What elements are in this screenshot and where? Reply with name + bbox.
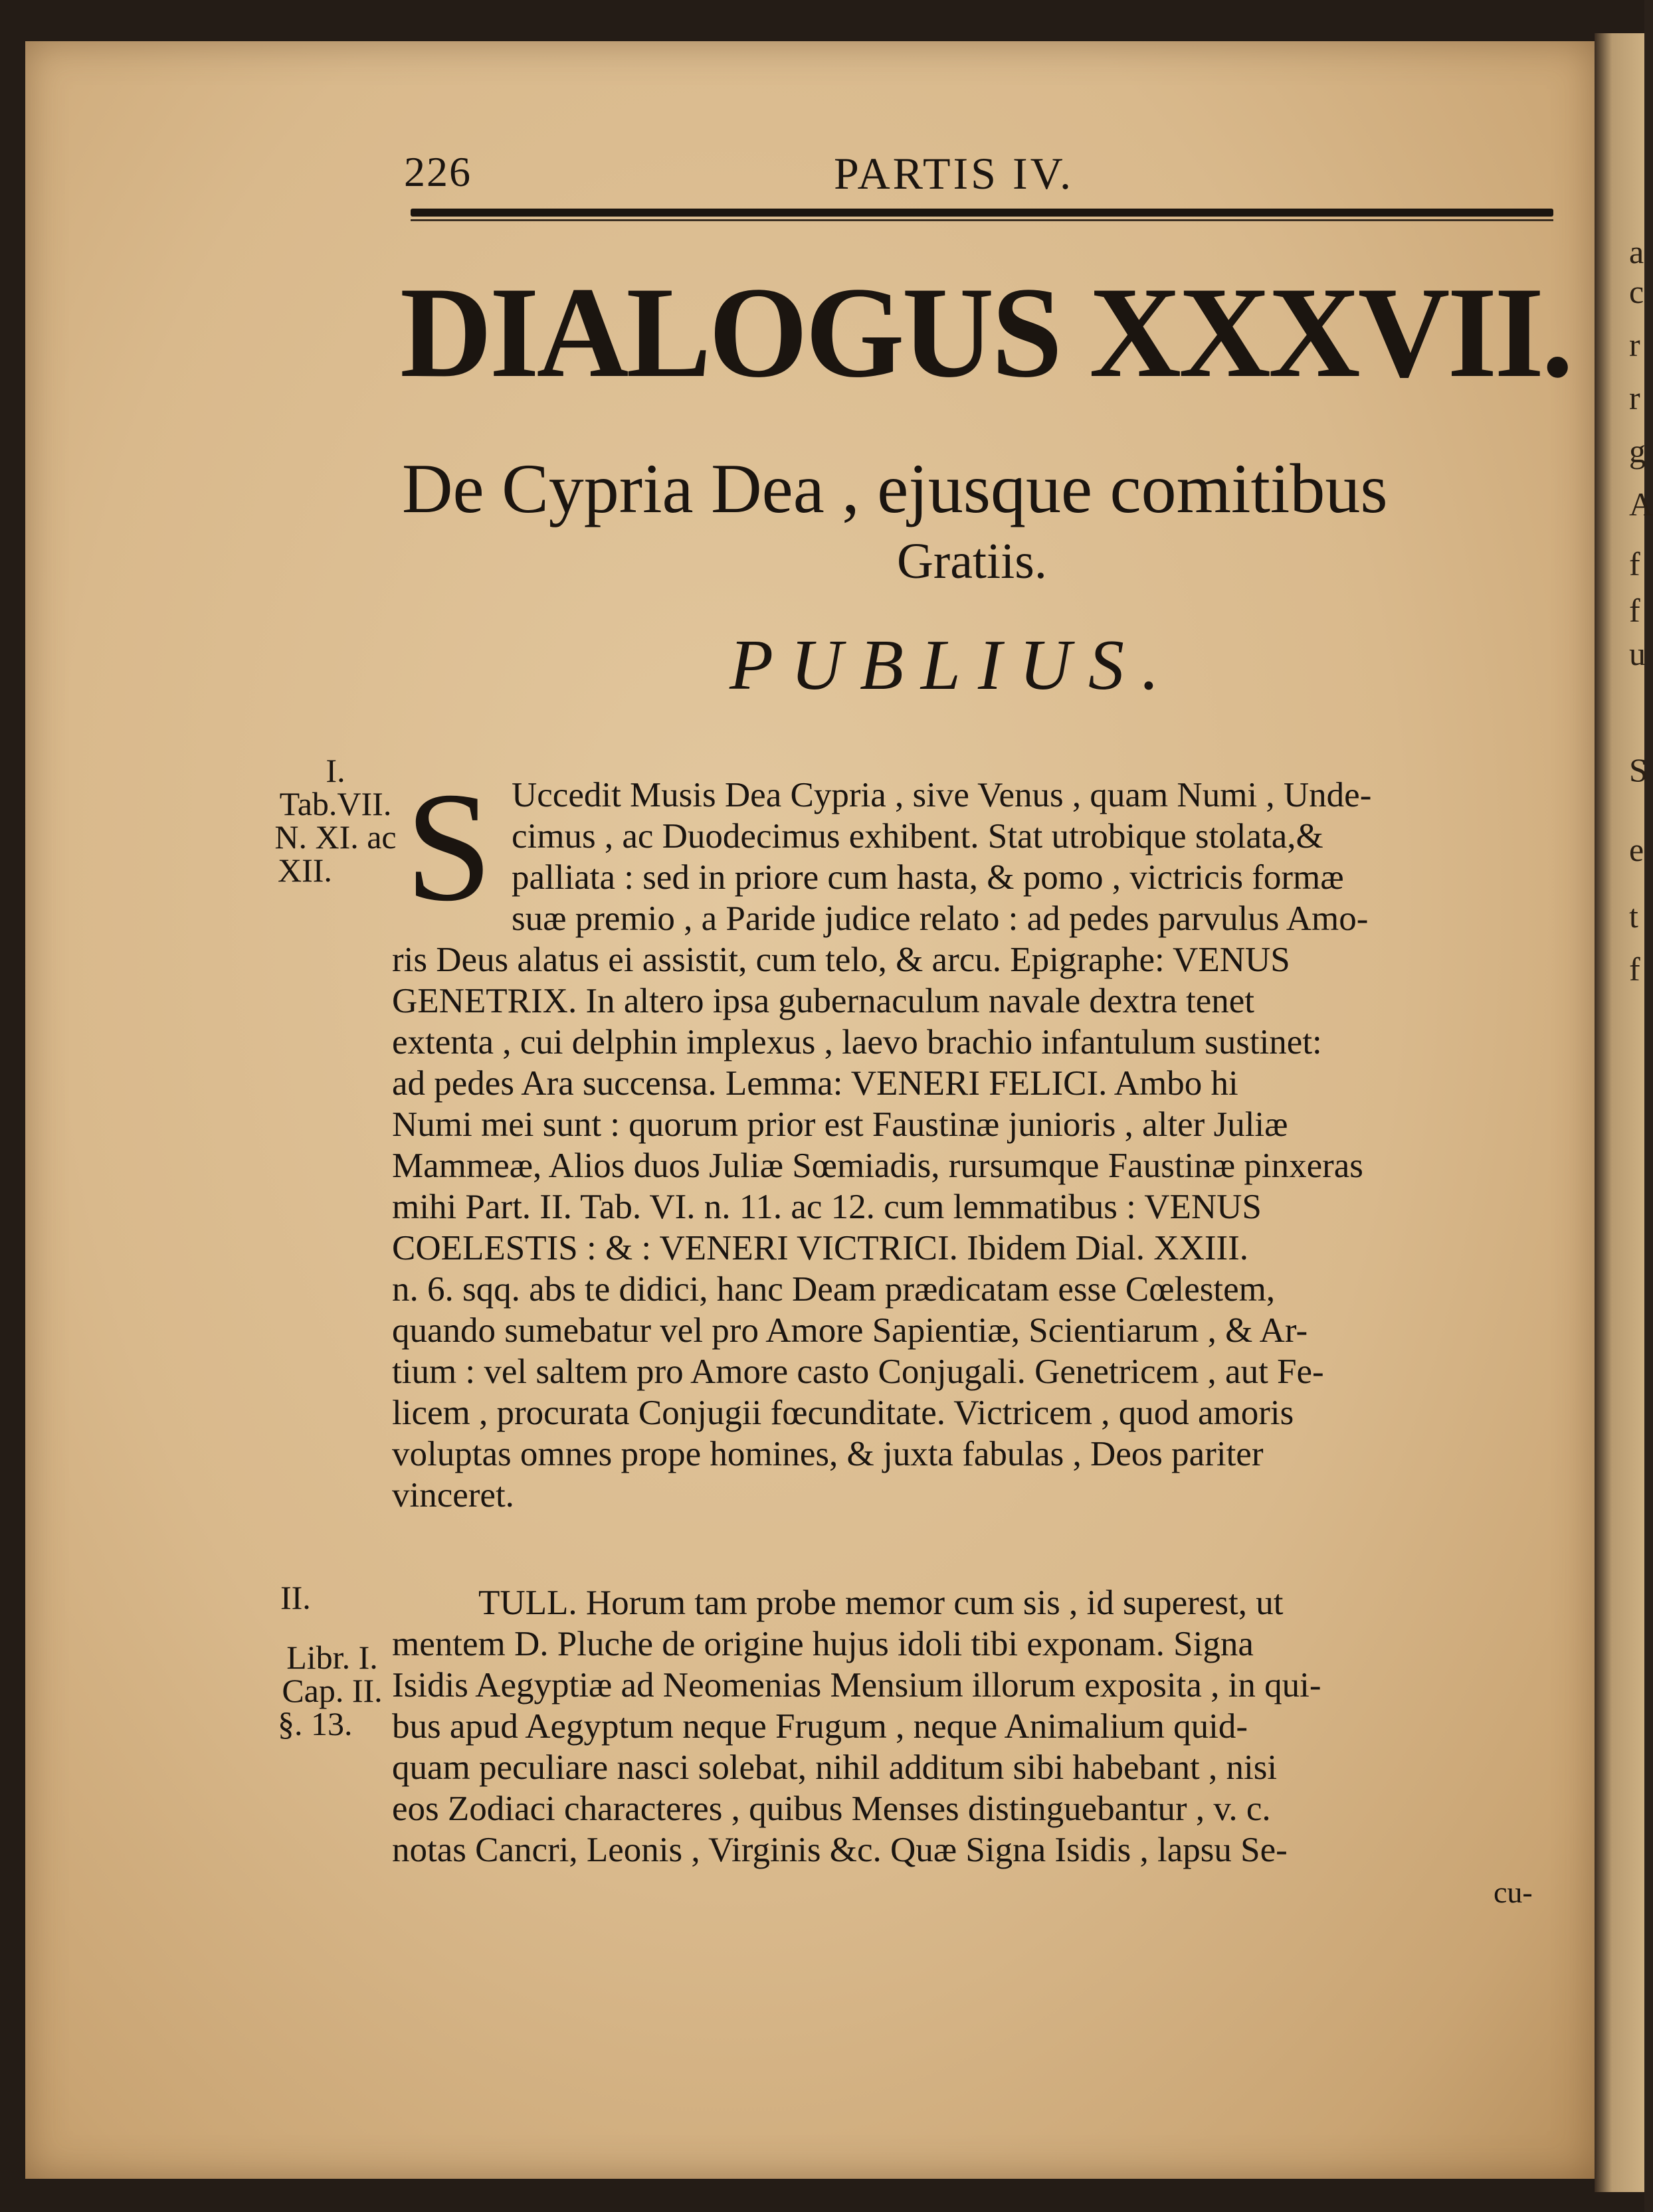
margin-note-numeral: I. — [326, 752, 345, 789]
body-line: Isidis Aegyptiæ ad Neomenias Mensium illorum exposita , in qui- — [392, 1666, 1321, 1705]
header-rule — [411, 209, 1553, 217]
body-line: bus apud Aegyptum neque Frugum , neque Animalium quid- — [392, 1707, 1248, 1746]
body-line: cimus , ac Duodecimus exhibent. Stat utrobique stolata,& — [512, 817, 1323, 856]
facing-page-fragment: f — [1629, 545, 1640, 583]
drop-cap-letter: S — [405, 761, 493, 934]
header-rule-thin — [411, 219, 1553, 221]
body-line: COELESTIS : & : VENERI VICTRICI. Ibidem Dial. XXIII. — [392, 1229, 1249, 1267]
facing-page-fragment: u — [1629, 635, 1646, 672]
dialogue-title: DIALOGUS XXXVII. — [400, 260, 1571, 405]
facing-page-fragment: c — [1629, 273, 1644, 310]
facing-page-fragment: r — [1629, 379, 1640, 416]
margin-note-2 — [266, 1581, 399, 1740]
facing-page-fragment: g — [1629, 432, 1646, 470]
body-line: quam peculiare nasci solebat, nihil additum sibi habebant , nisi — [392, 1748, 1278, 1787]
body-line: palliata : sed in priore cum hasta, & pomo , victricis formæ — [512, 858, 1344, 897]
facing-page-fragment: a — [1629, 233, 1644, 270]
facing-page-fragment: r — [1629, 326, 1640, 363]
body-line: mentem D. Pluche de origine hujus idoli tibi exponam. Signa — [392, 1625, 1254, 1663]
body-line: vinceret. — [392, 1476, 514, 1515]
margin-note-1 — [266, 754, 405, 887]
margin-note-line: §. 13. — [278, 1705, 353, 1742]
speaker-name: PUBLIUS. — [729, 626, 1177, 705]
body-line: ad pedes Ara succensa. Lemma: VENERI FELICI. Ambo hi — [392, 1064, 1238, 1103]
facing-page-fragment: f — [1629, 592, 1640, 629]
running-title: PARTIS IV. — [834, 148, 1074, 199]
facing-page-fragment: S — [1629, 751, 1648, 788]
facing-page-fragment: t — [1629, 897, 1638, 935]
dialogue-subtitle-continued: Gratiis. — [897, 533, 1047, 589]
margin-note-line: Libr. I. — [286, 1639, 378, 1676]
body-line: Mammeæ, Alios duos Juliæ Sœmiadis, rursumque Faustinæ pinxeras — [392, 1147, 1363, 1185]
body-line: notas Cancri, Leonis , Virginis &c. Quæ Signa Isidis , lapsu Se- — [392, 1831, 1288, 1869]
body-line: licem , procurata Conjugii fœcunditate. Victricem , quod amoris — [392, 1394, 1294, 1432]
dialogue-subtitle: De Cypria Dea , ejusque comitibus — [402, 450, 1388, 527]
catchword: cu- — [1494, 1875, 1533, 1909]
margin-note-line: N. XI. ac — [274, 818, 397, 856]
body-line: eos Zodiaci characteres , quibus Menses distinguebantur , v. c. — [392, 1790, 1271, 1828]
facing-page-fragment: e — [1629, 831, 1644, 868]
body-line: ris Deus alatus ei assistit, cum telo, & arcu. Epigraphe: VENUS — [392, 941, 1290, 979]
facing-page-fragment: f — [1629, 951, 1640, 988]
margin-note-line: Tab.VII. — [279, 785, 392, 822]
margin-note-line: Cap. II. — [282, 1672, 383, 1709]
body-line: Uccedit Musis Dea Cypria , sive Venus , quam Numi , Unde- — [512, 776, 1372, 814]
facing-page-fragment: A — [1629, 486, 1653, 523]
body-line: suæ premio , a Paride judice relato : ad pedes parvulus Amo- — [512, 899, 1369, 938]
body-line: mihi Part. II. Tab. VI. n. 11. ac 12. cum lemmatibus : VENUS — [392, 1188, 1262, 1226]
body-line: tium : vel saltem pro Amore casto Conjugali. Genetricem , aut Fe- — [392, 1352, 1324, 1391]
body-line: TULL. Horum tam probe memor cum sis , id superest, ut — [478, 1584, 1284, 1622]
body-line: quando sumebatur vel pro Amore Sapientiæ, Scientiarum , & Ar- — [392, 1311, 1308, 1350]
body-line: n. 6. sqq. abs te didici, hanc Deam prædicatam esse Cœlestem, — [392, 1270, 1276, 1309]
margin-note-line: XII. — [278, 852, 332, 889]
body-line: GENETRIX. In altero ipsa gubernaculum navale dextra tenet — [392, 982, 1255, 1020]
body-line: extenta , cui delphin implexus , laevo brachio infantulum sustinet: — [392, 1023, 1322, 1061]
body-line: Numi mei sunt : quorum prior est Faustinæ junioris , alter Juliæ — [392, 1105, 1288, 1144]
page-number: 226 — [404, 148, 472, 195]
facing-page-edge — [1595, 33, 1653, 2192]
margin-note-numeral: II. — [280, 1579, 311, 1616]
body-line: voluptas omnes prope homines, & juxta fabulas , Deos pariter — [392, 1435, 1264, 1473]
